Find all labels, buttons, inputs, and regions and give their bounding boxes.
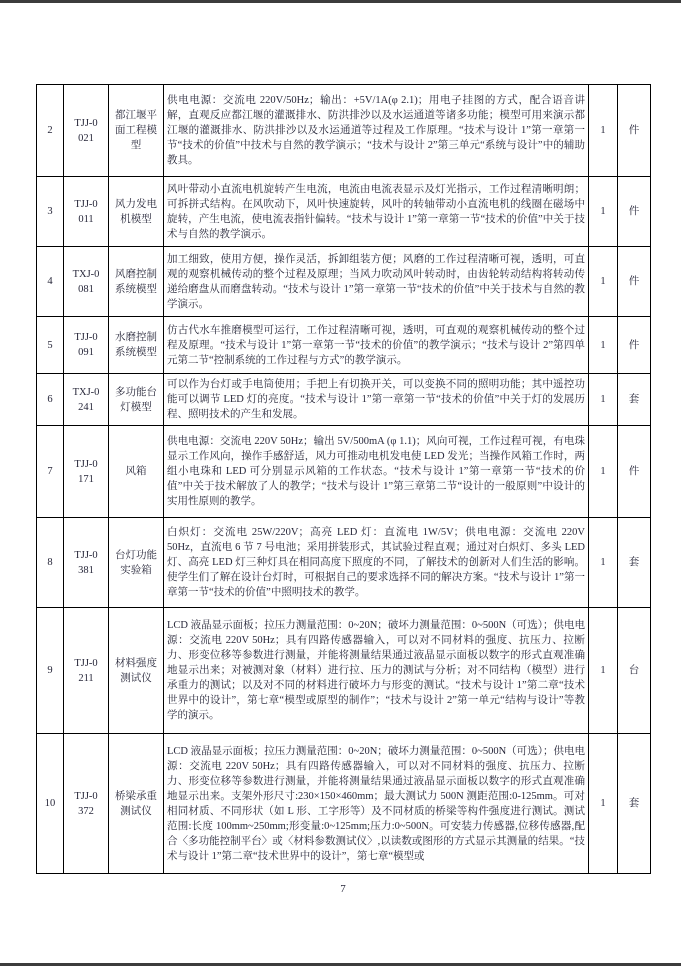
item-code-cell: TJJ-0 372 [64, 734, 109, 874]
table-row [37, 608, 651, 734]
unit-cell: 件 [618, 247, 651, 317]
item-name-cell: 桥梁承重测试仪 [109, 734, 164, 874]
table-row [37, 317, 651, 374]
table-row [37, 247, 651, 317]
item-description-cell: 供电电源：交流电 220V/50Hz；输出：+5V/1A(φ 2.1)；用电子挂图的方式，配合语音讲解，直观反应都江堰的灌溉排水、防洪排沙以及水运通道等诸多功能；模型可用来演示都江堰的灌溉排水、防洪排沙以及水运通道等过程及工作原理。“技术与设计 1”第一章第一节“技术的价值”中技术与自然的教学演示；“技术与设计 2”第三单元“系统与设计”中的辅助教具。 [164, 85, 589, 177]
quantity-cell: 1 [589, 608, 618, 734]
unit-cell: 件 [618, 317, 651, 374]
unit-cell: 台 [618, 608, 651, 734]
item-name-cell: 风箱 [109, 426, 164, 518]
row-number-cell: 3 [37, 177, 64, 247]
row-number-cell: 4 [37, 247, 64, 317]
row-number-cell: 8 [37, 518, 64, 608]
table-row [37, 177, 651, 247]
row-number-cell: 10 [37, 734, 64, 874]
item-code-cell: TXJ-0 081 [64, 247, 109, 317]
unit-cell: 件 [618, 426, 651, 518]
item-name-cell: 台灯功能实验箱 [109, 518, 164, 608]
item-description-cell: 风叶带动小直流电机旋转产生电流，电流由电流表显示及灯光指示，工作过程清晰明朗；可拆拼式结构。在风吹动下，风叶快速旋转，风叶的转轴带动小直流电机的线圈在磁场中旋转，产生电流，使电流表指针偏转。“技术与设计 1”第一章第一节“技术的价值”中关于技术与自然的教学演示。 [164, 177, 589, 247]
quantity-cell: 1 [589, 426, 618, 518]
quantity-cell: 1 [589, 374, 618, 426]
item-description-cell: 供电电源：交流电 220V 50Hz；输出 5V/500mA (φ 1.1)；风向可视，工作过程可视，有电珠显示工作风向，操作手感舒适，风力可推动电机发电使 LED 发光；当操作风箱工作时，两组小电珠和 LED 可分别显示风箱的工作状态。“技术与设计 1”第一章第一节“技术的价值”中关于技术解放了人的教学；“技术与设计 1”第三章第二节“设计的一般原则”中设计的实用性原则的教学。 [164, 426, 589, 518]
quantity-cell: 1 [589, 247, 618, 317]
item-description-cell: LCD 液晶显示面板；拉压力测量范围：0~20N；破坏力测量范围：0~500N（可选）；供电电源：交流电 220V 50Hz；具有四路传感器输入，可以对不同材料的强度、抗压力、拉断力、形变位移等参数进行测量，并能将测量结果通过液晶显示面板以数字的形式直观准确地显示出来；对被测对象（材料）进行拉、压力的测试与分析；对不同结构（模型）进行承重力的测试；以及对不同的材料进行破坏力与形变的测试。“技术与设计 1”第二章“技术世界中的设计”，第七章“模型或原型的制作”；“技术与设计 2”第一单元“结构与设计”等教学的演示。 [164, 608, 589, 734]
quantity-cell: 1 [589, 518, 618, 608]
quantity-cell: 1 [589, 177, 618, 247]
unit-cell: 件 [618, 177, 651, 247]
item-description-cell: 白炽灯：交流电 25W/220V；高亮 LED 灯：直流电 1W/5V；供电电源：交流电 220V 50Hz，直流电 6 节 7 号电池；采用拼装形式，其试验过程直观；通过对白炽灯、多头 LED 灯、高亮 LED 灯三种灯具在相同高度下照度的不同，了解技术的创新对人们生活的影响。使学生们了解在设计台灯时，可根据自己的要求选择不同的解决方案。“技术与设计 1”第一章第一节“技术的价值”中照明技术的教学。 [164, 518, 589, 608]
quantity-cell: 1 [589, 85, 618, 177]
unit-cell: 套 [618, 734, 651, 874]
item-name-cell: 水磨控制系统模型 [109, 317, 164, 374]
row-number-cell: 2 [37, 85, 64, 177]
row-number-cell: 7 [37, 426, 64, 518]
item-code-cell: TJJ-0 091 [64, 317, 109, 374]
item-name-cell: 风磨控制系统模型 [109, 247, 164, 317]
unit-cell: 件 [618, 85, 651, 177]
item-description-cell: 加工细致，使用方便，操作灵活，拆卸组装方便；风磨的工作过程清晰可视，透明，可直观的观察机械传动的整个过程及原理；当风力吹动风叶转动时，由齿轮转动结构将转动传递给磨盘从而磨盘转动。“技术与设计 1”第一章第一节“技术的价值”中关于技术与自然的教学演示。 [164, 247, 589, 317]
item-description-cell: LCD 液晶显示面板；拉压力测量范围：0~20N；破坏力测量范围：0~500N（可选）；供电电源：交流电 220V 50Hz；具有四路传感器输入，可以对不同材料的强度、抗压力、拉断力、形变位移等参数进行测量，并能将测量结果通过液晶显示面板以数字的形式直观准确地显示出来。支架外形尺寸:230×150×460mm；最大测试力 500N 测距范围:0-125mm。可对相同材质、不同形状（如 L 形、工字形等）及不同材质的桥梁等构件强度进行测试。测试范围:长度 100mm~250mm;形变量:0~125mm;压力:0~500N。可安装力传感器,位移传感器,配合〈多功能控制平台〉或〈材料参数测试仪〉,以读数或图形的方式显示其测量的结果。“技术与设计 1”第二章“技术世界中的设计”，第七章“模型或 [164, 734, 589, 874]
item-name-cell: 多功能台灯模型 [109, 374, 164, 426]
item-name-cell: 都江堰平面工程模型 [109, 85, 164, 177]
item-code-cell: TJJ-0 171 [64, 426, 109, 518]
item-name-cell: 风力发电机模型 [109, 177, 164, 247]
item-code-cell: TJJ-0 381 [64, 518, 109, 608]
table-row [37, 426, 651, 518]
item-name-cell: 材料强度测试仪 [109, 608, 164, 734]
row-number-cell: 5 [37, 317, 64, 374]
quantity-cell: 1 [589, 317, 618, 374]
item-description-cell: 仿古代水车推磨模型可运行，工作过程清晰可视，透明，可直观的观察机械传动的整个过程及原理。“技术与设计 1”第一章第一节“技术的价值”的教学演示；“技术与设计 2”第四单元第二节“控制系统的工作过程与方式”的教学演示。 [164, 317, 589, 374]
item-description-cell: 可以作为台灯或手电筒使用；手把上有切换开关，可以变换不同的照明功能；其中遥控功能可以调节 LED 灯的亮度。“技术与设计 1”第一章第一节“技术的价值”中关于灯的发展历程、照明技术的产生和发展。 [164, 374, 589, 426]
row-number-cell: 9 [37, 608, 64, 734]
item-code-cell: TXJ-0 241 [64, 374, 109, 426]
unit-cell: 套 [618, 518, 651, 608]
row-number-cell: 6 [37, 374, 64, 426]
table-row [37, 518, 651, 608]
item-code-cell: TJJ-0 021 [64, 85, 109, 177]
unit-cell: 套 [618, 374, 651, 426]
equipment-spec-table [36, 84, 651, 874]
table-row [37, 734, 651, 874]
quantity-cell: 1 [589, 734, 618, 874]
page-top-edge [0, 0, 681, 3]
table-row [37, 374, 651, 426]
item-code-cell: TJJ-0 211 [64, 608, 109, 734]
item-code-cell: TJJ-0 011 [64, 177, 109, 247]
table-row [37, 85, 651, 177]
page-number: 7 [340, 883, 346, 895]
